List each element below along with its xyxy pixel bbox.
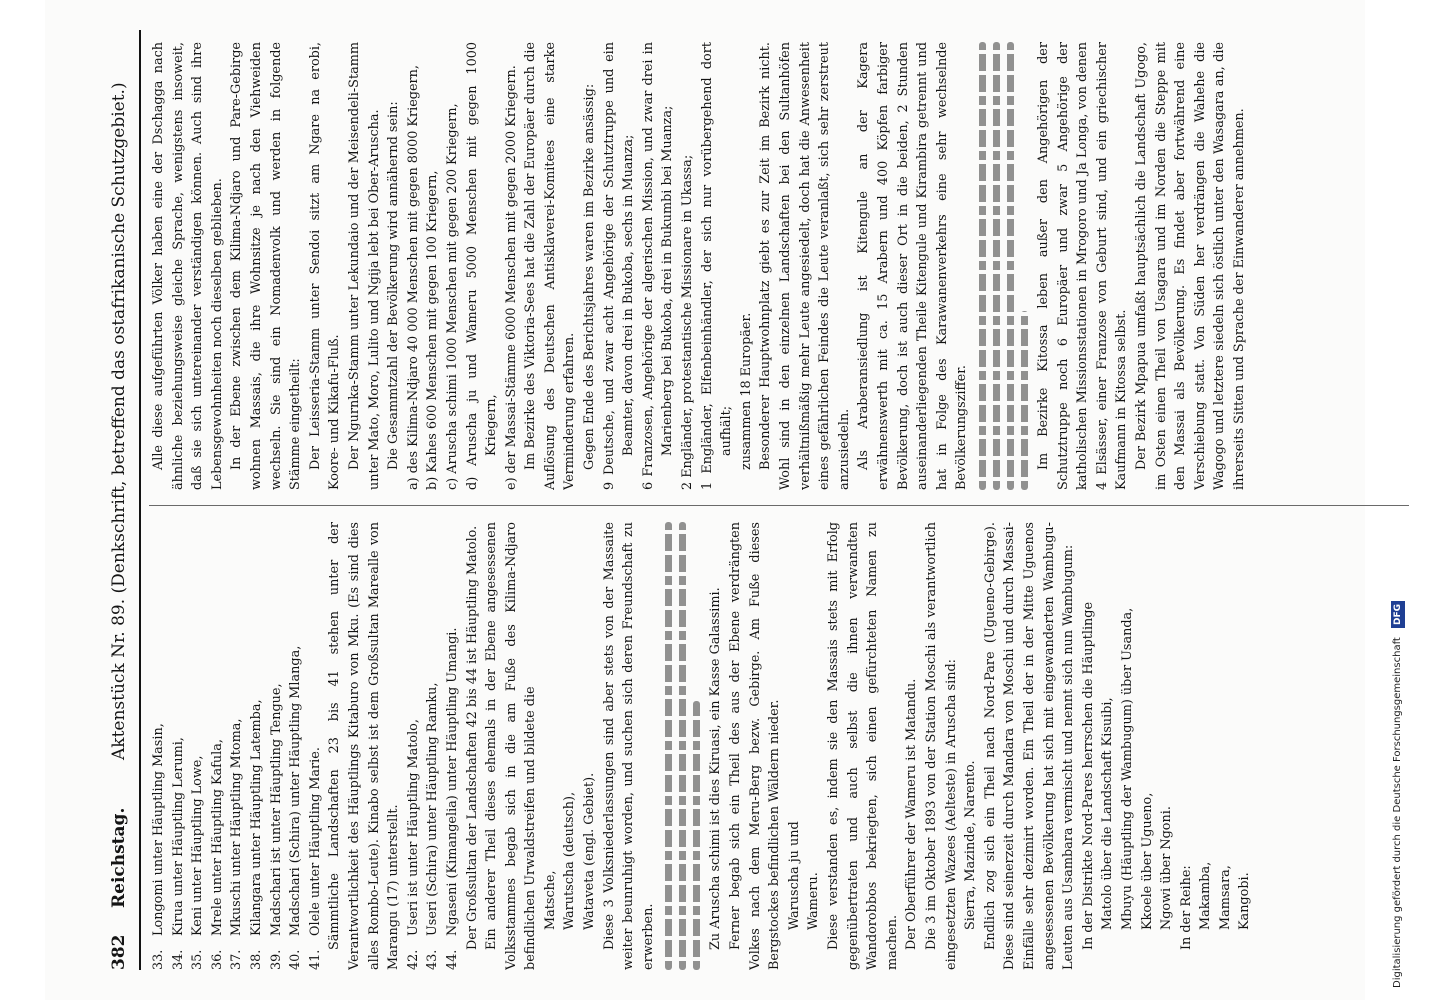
place-name: Warutscha (deutsch),: [562, 791, 578, 930]
wazees-line: Sierra, Mazinde, Narento.: [963, 760, 979, 930]
europeans-item: 6 Franzosen, Angehörige der algerischen Mission, und zwar drei in Marienberg bei Bukoba, drei in Bukumbi bei Muanza;: [640, 42, 676, 490]
chief-line: Kkoele über Ugueno,: [1139, 792, 1155, 930]
digitization-credit: [1391, 8, 1405, 988]
population-item: d) Aruscha ju und Wameru 5000 Menschen mit gegen 1000 Kriegern,: [464, 42, 500, 490]
aruscha-line: Zu Aruscha schimi ist dies Kiruasi, ein Kasse Galassimi.: [708, 587, 724, 950]
right-column: [149, 42, 1409, 490]
reihe-line: In der Reihe:: [1178, 865, 1194, 950]
list-item: 37.Mkuschi unter Häuptling Mtoma,: [229, 718, 245, 970]
oktober-paragraph: Die 3 im Oktober 1893 von der Station Moschi als verantwortlich eingesetzten Wazees (Aelteste) in Aruscha sind:: [923, 522, 959, 970]
page-content: [105, 30, 1415, 970]
list-item: 33.Longomi unter Häuptling Masin,: [151, 723, 166, 970]
population-item: b) Kahes 600 Menschen mit gegen 100 Kriegern,: [425, 170, 441, 490]
mpapua-paragraph: Der Bezirk Mpapua umfaßt hauptsächlich die Landschaft Ugogo, im Osten einen Theil von Usagara und im Norden die Steppe mit den Massai als Bevölkerung. Es findet aber fortwährend eine Verschiebung statt. Von Süden her verdrängen die Wahehe die Wagogo und letztere siedeln sich östlich unter den Wasagara an, die ihrerseits Sitten und Sprache der Einwanderer annehmen.: [1133, 42, 1247, 490]
chief-line: Matolo über die Landschaft Kisuibi,: [1100, 697, 1116, 930]
tribe-line: Der Ngurnka-Stamm unter Lekundaio und der Meisendeli-Stamm unter Mato, Moro, Lulito und Ngija lebt bei Ober-Aruscha.: [346, 42, 382, 490]
population-item: c) Aruscha schimi 1000 Menschen mit gegen 200 Kriegern,: [444, 103, 460, 490]
illegible-text: [665, 522, 700, 970]
place-name: Mamsara,: [1217, 865, 1233, 930]
endlich-paragraph: Endlich zog sich ein Theil nach Nord-Pare (Ugueno-Gebirge). Diese sind seinerzeit durch Mandara von Moschi und durch Massai-Einfälle sehr dezimirt worden. Ein Theil der in der Mitte Uguenos angesessenen Bevölkerung hat sich mit eingewanderten Wambugu-Leuten aus Usambara vermischt und nennt sich nun Wambugum:: [982, 522, 1077, 970]
theil-paragraph: Ein anderer Theil dieses ehemals in der Ebene angesessenen Volksstammes begab sich in die am Fuße des Kilima-Ndjaro befindlichen Urwaldstreifen und bildete die: [484, 522, 539, 970]
europeans-item: 9 Deutsche, und zwar acht Angehörige der Schutztruppe und ein Beamter, davon drei in Bukoba, sechs in Muanza;: [601, 42, 637, 490]
sultan-paragraph: Der Großsultan der Landschaften 42 bis 44 ist Häuptling Matolo.: [464, 525, 480, 950]
place-name: Kangobi.: [1237, 872, 1253, 930]
population-item: a) des Kilima-Ndjaro 40 000 Menschen mit gegen 8000 Kriegern,: [405, 65, 421, 490]
list-item: 40.Madschari (Schira) unter Häuptling Mlanga,: [288, 645, 304, 970]
running-head-title: Aktenstück Nr. 89. (Denkschrift, betreffend das ostafrikanische Schutzgebiet.): [109, 82, 129, 760]
ferner-paragraph: Ferner begab sich ein Theil des aus der Ebene verdrängten Volkes nach dem Meru-Berg bezw. Gebirge. Am Fuße dieses Bergstockes befindlichen Wäldern nieder.: [728, 522, 783, 970]
europeans-item: 2 Engländer, protestantische Missionare in Ukassa;: [680, 154, 696, 490]
header-rule: [139, 30, 141, 970]
list-item: 44.Ngaseni (Kimangelia) unter Häuptling Umangi.: [444, 627, 460, 970]
ebene-paragraph: In der Ebene zwischen dem Kilima-Ndjaro und Pare-Gebirge wohnen Massais, die ihre Wohnsitze je nach den Viehweiden wechseln. Sie sind ein Nomadenvolk und werden in folgende Stämme eingetheilt:: [229, 42, 304, 490]
total-line: zusammen 18 Europäer.: [738, 312, 754, 470]
place-name: Matsche,: [542, 870, 558, 930]
massai-paragraph: Diese verstanden es, indem sie den Massais stets mit Erfolg gegenübertraten und auch selbst die ihnen verwandten Wandorobbos bekriegten, sich einen gefürchteten Namen zu machen.: [826, 522, 900, 970]
illegible-text: [979, 42, 1028, 490]
intro-paragraph: Alle diese aufgeführten Völker haben eine der Dschagga nach ähnliche beziehungsweise gleiche Sprache, wenigstens insoweit, daß sie sich untereinander verständigen können. Auch sind ihre Lebensgewohnheiten noch dieselben geblieben.: [151, 42, 225, 490]
volksniederlassungen-paragraph: Diese 3 Volksniederlassungen sind aber stets von der Massaite weiter beunruhigt worden, und suchen sich deren Freundschaft zu erwerben.: [601, 522, 656, 970]
list-item: 43.Useri (Schira) unter Häuptling Ramku,: [425, 682, 441, 970]
column-divider: [149, 505, 1409, 506]
wameru-line: Der Oberführer der Wameru ist Matandu.: [904, 678, 920, 950]
chief-line: Mbuyu (Häuptling der Wambugum) über Usanda,: [1119, 607, 1135, 930]
population-item: e) der Massai-Stämme 6000 Menschen mit gegen 2000 Kriegern.: [503, 65, 519, 490]
hauptwohnplatz-paragraph: Besonderer Hauptwohnplatz giebt es zur Zeit im Bezirk nicht. Wohl sind in den einzelnen Landschaften bei den Sultanhöfen verhältnißmäßig mehr Leute angesiedelt, doch hat die Anwesenheit eines gefährlichen Feindes die Leute veranlaßt, sich sehr zerstreut anzusiedeln.: [758, 42, 852, 490]
europeans-item: 1 Engländer, Elfenbeinhändler, der sich nur vorübergehend dort aufhält;: [699, 42, 735, 490]
credit-text: Digitalisierung gefördert durch die Deutsche Forschungsgemeinschaft: [1392, 637, 1403, 988]
tribe-line: Der Leisseria-Stamm unter Sendoi sitzt am Ngare na erobi, Koore- und Kikafu-Fluß.: [307, 42, 343, 490]
list-item: 41.Olele unter Häuptling Marie.: [307, 747, 323, 970]
list-item: 35.Keni unter Häuptling Lowe,: [190, 755, 206, 970]
running-head-reichstag: Reichstag.: [109, 807, 129, 908]
list-item: 34.Kirua unter Häuptling Lerumi,: [170, 737, 186, 970]
list-item: 36.Mrele unter Häuptling Kafula,: [209, 739, 225, 970]
running-head: [105, 30, 139, 970]
page-number: 382: [109, 934, 129, 970]
list-item: 39.Madschari ist unter Häuptling Tengue,: [268, 683, 284, 970]
victoria-paragraph: Im Bezirke des Viktoria-Sees hat die Zahl der Europäer durch die Auflösung des Deutschen Antisklaverei-Komitees eine starke Verminderung erfahren.: [523, 42, 578, 490]
scanned-page: [45, 0, 1365, 1000]
nordpare-line: In der Distrikte Nord-Pares herrschen die Häuptlinge: [1080, 601, 1096, 950]
list-item: 42.Useri ist unter Häuptling Matolo,: [405, 719, 421, 970]
place-name: Waruscha ju und: [786, 821, 802, 930]
place-name: Makamba,: [1198, 861, 1214, 930]
dfg-logo: DFG: [1391, 601, 1405, 628]
araberansiedlung-paragraph: Als Araberansiedlung ist Kitengule an der Kagera erwähnenswerth mit ca. 15 Arabern und 400 Köpfen farbiger Bevölkerung, doch ist auch dieser Ort in die beiden, 2 Stunden auseinanderliegenden Theile Kitengule und Kirambira getrennt und hat in Folge des Karawanenverkehrs eine sehr wechselnde Bevölkerungsziffer.: [856, 42, 970, 490]
chief-line: Ngowi über Ngoni.: [1159, 806, 1175, 930]
left-column: [149, 522, 1409, 970]
place-name: Wameru.: [806, 872, 822, 930]
gegen-paragraph: Gegen Ende des Berichtsjahres waren im Bezirke ansässig:: [582, 83, 598, 470]
place-name: Wataveta (engl. Gebiet).: [582, 772, 598, 930]
landschaften-paragraph: Sämmtliche Landschaften 23 bis 41 stehen unter der Verantwortlichkeit des Häuptlings Kitaburo von Mku. (Es sind dies alles Rombo-Leute). Kinabo selbst ist dem Großsultan Marealle von Marangu (17) unterstellt.: [327, 522, 402, 970]
bevoelkerung-line: Die Gesammtzahl der Bevölkerung wird annähernd sein:: [386, 101, 402, 470]
list-item: 38.Kilangara unter Häuptling Latemba,: [248, 699, 264, 970]
bezirke-paragraph: Im Bezirke Kitossa leben außer den Angehörigen der Schutztruppe noch 6 Europäer und zwar 5 Angehörige der katholischen Missionsstationen in Mrogoro und Ja Longa, von denen 4 Elsässer, einer Franzose von Geburt sind, und ein griechischer Kaufmann in Kitossa selbst.: [1035, 42, 1130, 490]
